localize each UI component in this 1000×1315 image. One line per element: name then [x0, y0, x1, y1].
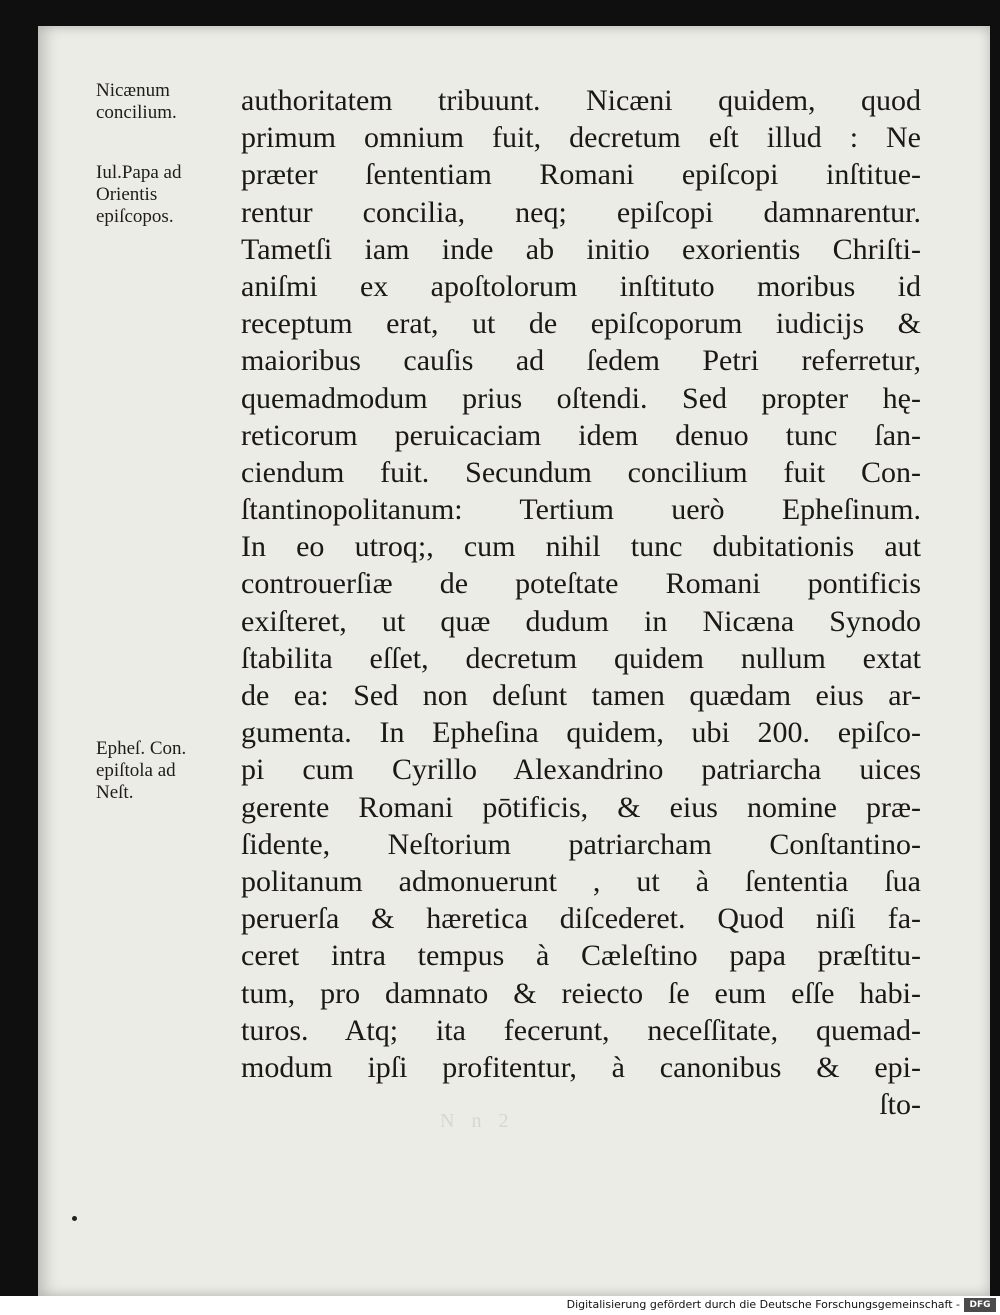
marginal-note-line: Iul.Papa ad — [96, 162, 182, 183]
text-line: primum omnium fuit, decretum eſt illud : Ne — [241, 121, 921, 155]
dfg-logo-icon: DFG — [964, 1298, 996, 1312]
text-line: In eo utroq;, cum nihil tunc dubitationis aut — [241, 530, 921, 564]
marginal-note-line: concilium. — [96, 102, 177, 123]
text-line: tum, pro damnato & reiecto ſe eum eſſe habi- — [241, 976, 921, 1010]
text-line: ſtantinopolitanum: Tertium uerò Epheſinum. — [241, 493, 921, 527]
text-line: ciendum fuit. Secundum concilium fuit Con- — [241, 455, 921, 489]
body-text — [241, 82, 921, 1123]
marginal-note-ephes — [96, 738, 246, 804]
text-line: peruerſa & hæretica diſcederet. Quod niſi fa- — [241, 902, 921, 936]
digitization-footer — [0, 1296, 1000, 1315]
text-line: præter ſententiam Romani epiſcopi inſtitue- — [241, 158, 921, 192]
text-line: pi cum Cyrillo Alexandrino patriarcha uices — [241, 753, 921, 787]
footer-credit: Digitalisierung gefördert durch die Deutsche Forschungsgemeinschaft - — [566, 1298, 960, 1311]
catchword: ſto- — [879, 1088, 921, 1122]
marginal-note-line: epiſtola ad — [96, 760, 176, 781]
text-line: maioribus cauſis ad ſedem Petri referretur, — [241, 344, 921, 378]
text-line: ceret intra tempus à Cæleſtino papa præſtitu- — [241, 939, 921, 973]
show-through-text: N n 2 — [440, 1110, 515, 1132]
text-line: rentur concilia, neq; epiſcopi damnarentur. — [241, 195, 921, 229]
marginal-note-iul-papa — [96, 162, 246, 228]
text-line: politanum admonuerunt , ut à ſententia ſua — [241, 864, 921, 898]
marginal-note-line: epiſcopos. — [96, 206, 174, 227]
text-line: modum ipſi profitentur, à canonibus & epi- — [241, 1050, 921, 1084]
text-line: reticorum peruicaciam idem denuo tunc ſan- — [241, 418, 921, 452]
text-line: gumenta. In Epheſina quidem, ubi 200. epiſco- — [241, 716, 921, 750]
text-line: authoritatem tribuunt. Nicæni quidem, quod — [241, 84, 921, 117]
text-line: receptum erat, ut de epiſcoporum iudicijs & — [241, 307, 921, 341]
text-line: gerente Romani pōtificis, & eius nomine præ- — [241, 790, 921, 824]
text-line: quemadmodum prius oſtendi. Sed propter hę- — [241, 381, 921, 415]
marginal-note-line: Nicænum — [96, 80, 170, 101]
marginal-note-line: Neſt. — [96, 782, 134, 803]
text-line: aniſmi ex apoſtolorum inſtituto moribus id — [241, 269, 921, 303]
text-line: ſtabilita eſſet, decretum quidem nullum extat — [241, 641, 921, 675]
marginal-note-line: Epheſ. Con. — [96, 738, 187, 759]
text-line: exiſteret, ut quæ dudum in Nicæna Synodo — [241, 604, 921, 638]
ink-dot — [72, 1216, 77, 1221]
text-line: controuerſiæ de poteſtate Romani pontificis — [241, 567, 921, 601]
text-line: ſidente, Neſtorium patriarcham Conſtantino- — [241, 827, 921, 861]
marginal-note-line: Orientis — [96, 184, 158, 205]
text-line: Tametſi iam inde ab initio exorientis Chriſti- — [241, 232, 921, 266]
marginal-note-nicaenum — [96, 80, 246, 124]
text-line: de ea: Sed non deſunt tamen quædam eius ar- — [241, 679, 921, 712]
text-line: turos. Atq; ita fecerunt, neceſſitate, quemad- — [241, 1013, 921, 1047]
